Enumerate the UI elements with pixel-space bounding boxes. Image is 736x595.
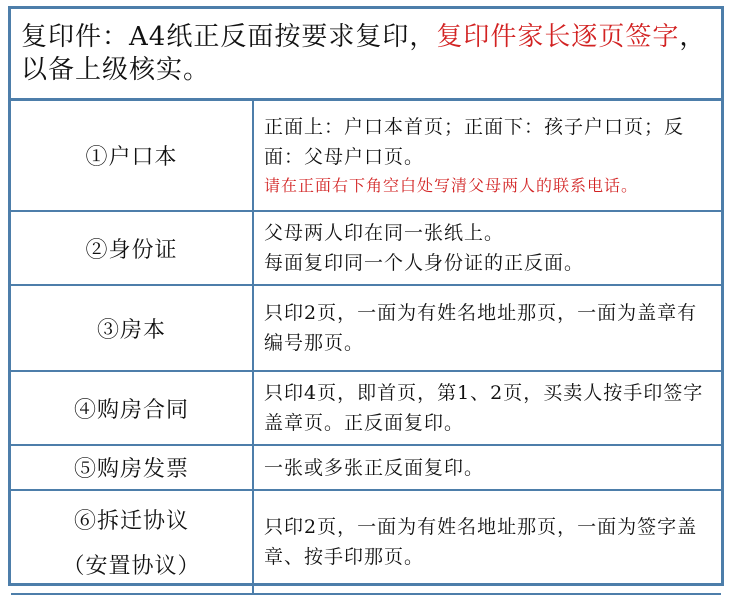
description-text: 正面上：户口本首页；正面下：孩子户口页；反面：父母户口页。 xyxy=(264,115,685,168)
item-cell: ⑤购房发票 xyxy=(11,445,253,490)
item-sublabel: （安置协议） xyxy=(62,554,201,579)
requirements-table xyxy=(11,101,721,595)
table-row xyxy=(11,371,721,445)
table-row xyxy=(11,211,721,285)
header-text: 复印件：A4纸正反面按要求复印， xyxy=(21,22,437,52)
description-cell xyxy=(253,211,721,285)
item-cell: ②身份证 xyxy=(11,211,253,285)
header-highlight: 复印件家长逐页签字 xyxy=(436,22,680,52)
description-text: 每面复印同一个人身份证的正反面。 xyxy=(264,252,585,274)
description-text: 只印2页，一面为有姓名地址那页，一面为盖章有编号那页。 xyxy=(264,302,698,354)
table-row xyxy=(11,445,721,490)
item-cell: ①户口本 xyxy=(11,101,253,211)
item-cell: ④购房合同 xyxy=(11,371,253,445)
description-text: 父母两人印在同一张纸上。 xyxy=(264,222,505,244)
description-cell xyxy=(253,371,721,445)
table-row xyxy=(11,285,721,371)
document-frame xyxy=(8,6,724,586)
item-label: ⑥拆迁协议 xyxy=(73,509,189,534)
description-cell xyxy=(253,490,721,594)
table-row xyxy=(11,101,721,211)
description-cell xyxy=(253,101,721,211)
header-text-end: ，以备上级核实。 xyxy=(21,22,707,85)
page-header xyxy=(11,9,721,101)
description-text: 只印4页，即首页，第1、2页，买卖人按手印签字盖章页。正反面复印。 xyxy=(264,382,704,434)
table-row xyxy=(11,490,721,594)
item-cell: ③房本 xyxy=(11,285,253,371)
description-cell xyxy=(253,445,721,490)
description-cell xyxy=(253,285,721,371)
description-text: 只印2页，一面为有姓名地址那页，一面为签字盖章、按手印那页。 xyxy=(264,516,698,568)
description-note: 请在正面右下角空白处写清父母两人的联系电话。 xyxy=(264,175,639,195)
description-text: 一张或多张正反面复印。 xyxy=(264,456,485,479)
item-cell xyxy=(11,490,253,594)
